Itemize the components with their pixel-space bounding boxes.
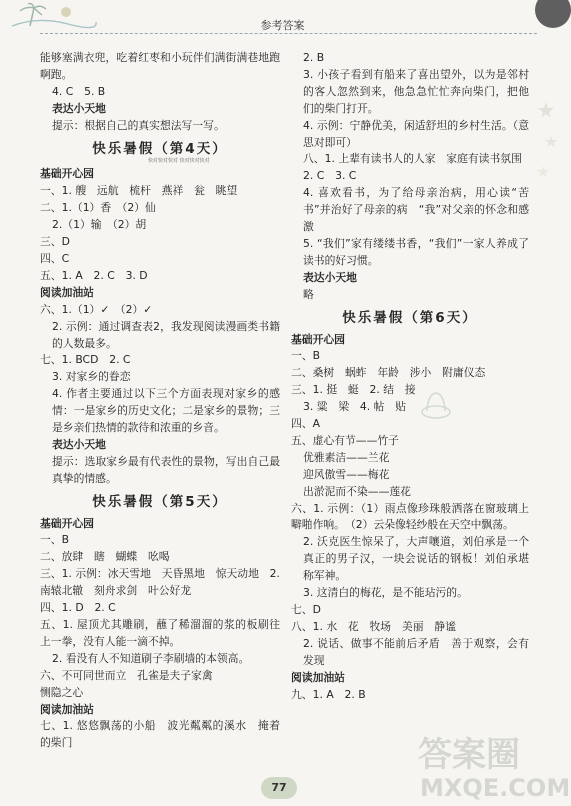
- answer-line: 提示：选取家乡最有代表性的景物，写出自己最真挚的情感。: [52, 454, 280, 485]
- watermark-logo-icon: [412, 722, 571, 802]
- answer-line: 一、B: [291, 349, 321, 363]
- answer-line: 快对快对快对 快对快对快对: [148, 158, 210, 165]
- page-header-title: 参考答案: [260, 19, 305, 32]
- answer-line: 八、1. 上辈有读书人的人家 家庭有读书氛围: [303, 152, 522, 166]
- answer-line: 恻隐之心: [40, 685, 84, 699]
- subsection-heading: 表达小天地: [52, 437, 106, 451]
- watermark-line2: MXQE.COM: [420, 774, 571, 802]
- section-title: 快乐暑假（第5天）: [92, 493, 228, 510]
- answer-line: 九、1. A 2. B: [291, 687, 366, 701]
- answer-line: 4. C 5. B: [52, 84, 106, 98]
- answer-line: 四、A: [291, 417, 320, 431]
- answer-line: 2.（1）输 （2）胡: [52, 218, 147, 232]
- answer-line: 六、1. 示例：（1）雨点像珍珠般洒落在窗玻璃上噼啪作响。 （2）云朵像轻纱般在天空中飘荡。: [291, 501, 529, 532]
- answer-line: 五、1. A 2. C 3. D: [40, 268, 148, 282]
- answer-line: 五、1. 屋顶尤其雕刷，蘸了稀溜溜的浆的板刷往上一拳，没有人能一滴不掉。: [40, 618, 280, 648]
- stars-decoration-icon: [531, 96, 561, 186]
- answer-line: 提示：根据自己的真实想法写一写。: [52, 118, 225, 132]
- subsection-heading: 表达小天地: [52, 101, 106, 115]
- subsection-heading: 表达小天地: [303, 270, 357, 284]
- left-answer-column: [40, 50, 280, 752]
- answer-line: 七、1. 悠悠飘荡的小船 波光粼粼的溪水 掩着的柴门: [40, 719, 280, 750]
- header-divider: [40, 33, 537, 34]
- answer-line: 2. 沃克医生惊呆了，大声嚷道，刘伯承是一个真正的男子汉，一块会说话的钢板！刘伯承堪称军神。: [303, 535, 529, 583]
- subsection-heading: 阅读加油站: [40, 702, 94, 716]
- answer-line: 2. 说话、做事不能前后矛盾 善于观察，会有发现: [303, 636, 529, 667]
- answer-line: 一、B: [40, 533, 70, 547]
- subsection-heading: 基础开心园: [40, 516, 94, 530]
- answer-line: 六、不可同世而立 孔雀是夫子家禽: [40, 668, 213, 682]
- answer-line: 二、放肆 瞎 蝴蝶 吆喝: [40, 550, 170, 564]
- answer-line: 二、桑树 蜗蚱 年龄 涉小 附庸仪态: [291, 366, 486, 380]
- answer-line: 3. 这清白的梅花，是不能玷污的。: [303, 586, 468, 600]
- answer-line: 3. 小孩子看到有船来了喜出望外，以为是邻村的客人忽然到来，他急急忙忙奔向柴门，把他们的柴门打开。: [303, 67, 529, 115]
- section-title: 快乐暑假（第6天）: [342, 309, 478, 326]
- answer-line: 2. C 3. C: [303, 169, 357, 183]
- subsection-heading: 基础开心园: [291, 332, 345, 346]
- answer-line: 3. 粱 梁 4. 帖 贴: [303, 400, 407, 414]
- answer-line: 2. B: [303, 51, 325, 64]
- answer-line: 六、1.（1）✓ （2）✓: [40, 302, 153, 316]
- answer-line: 5. “我们”家有缕缕书香，“我们”一家人养成了读书的好习惯。: [303, 236, 529, 267]
- watermark-line1: 答案圈: [418, 735, 520, 775]
- section-title: 快乐暑假（第4天）: [92, 140, 228, 157]
- answer-line: 2. 示例：通过调查表2，我发现阅读漫画类书籍的人数最多。: [52, 319, 280, 350]
- answer-line: 4. 示例：宁静优美，闲适舒坦的乡村生活。（意思对即可）: [303, 118, 529, 149]
- subsection-heading: 阅读加油站: [291, 670, 345, 684]
- answer-line: 四、1. D 2. C: [40, 601, 116, 615]
- answer-line: 七、1. BCD 2. C: [40, 353, 131, 367]
- answer-line: 出淤泥而不染——莲花: [303, 484, 411, 498]
- answer-line: 优雅素洁——兰花: [303, 450, 390, 464]
- answer-line: 八、1. 水 花 牧场 美丽 静谧: [291, 619, 456, 633]
- answer-line: 七、D: [291, 603, 321, 616]
- answer-line: 三、1. 示例：冰天雪地 天昏黑地 惊天动地 2. 南辕北辙 刻舟求剑 叶公好龙: [40, 567, 280, 598]
- answer-line: 3. 对家乡的眷恋: [52, 370, 131, 384]
- answer-line: 三、1. 挺 蜓 2. 结 接: [291, 383, 416, 397]
- answer-line: 迎风傲雪——梅花: [303, 467, 390, 481]
- answer-line: 略: [303, 287, 314, 301]
- page-number: 77: [261, 777, 297, 799]
- page-header: [0, 0, 565, 40]
- answer-line: 4. 作者主要通过以下三个方面表现对家乡的感情：一是家乡的历史文化；二是家乡的景物；三是乡亲们热情的款待和浓重的乡音。: [52, 387, 280, 435]
- answer-line: 二、1.（1）香 （2）仙: [40, 201, 156, 215]
- answer-line: 四、C: [40, 251, 70, 265]
- answer-line: 一、1. 艘 远航 梳杆 燕祥 瓮 眺望: [40, 184, 238, 198]
- answer-line: 2. 看没有人不知道刷子李刷墙的本领高。: [52, 651, 250, 665]
- answer-line: 能够塞满衣兜，吃着红枣和小玩伴们满街满巷地跑啊跑。: [40, 51, 280, 81]
- answer-line: 三、D: [40, 235, 70, 249]
- right-answer-column: [291, 50, 529, 703]
- subsection-heading: 基础开心园: [40, 167, 94, 181]
- subsection-heading: 阅读加油站: [40, 285, 94, 299]
- answer-line: 五、虚心有节——竹子: [291, 433, 399, 447]
- answer-line: 4. 喜欢看书，为了给母亲治病，用心读“苦书”并治好了母亲的病 “我”对父亲的怀念和感激: [303, 186, 529, 234]
